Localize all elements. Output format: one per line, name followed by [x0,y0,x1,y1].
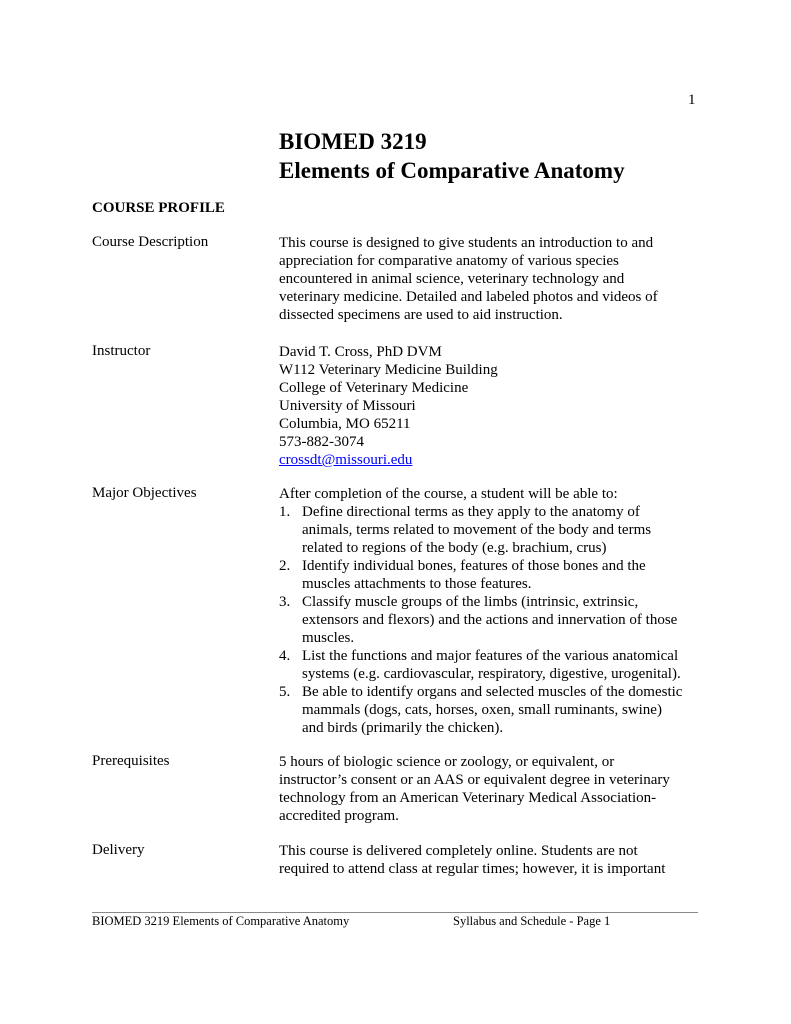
address-line: Columbia, MO 65211 [279,416,411,432]
email-link[interactable]: crossdt@missouri.edu [279,452,413,468]
text-line: muscles. [302,630,355,646]
item-number: 2. [279,558,291,574]
text-line: veterinary medicine. Detailed and labeled photos and videos of [279,289,658,305]
text-line: Be able to identify organs and selected muscles of the domestic [302,684,683,700]
delivery-label: Delivery [92,842,145,858]
text-line: instructor’s consent or an AAS or equivalent degree in veterinary [279,772,670,788]
text-line: Classify muscle groups of the limbs (intrinsic, extrinsic, [302,594,639,610]
text-line: animals, terms related to movement of the body and terms [302,522,652,538]
footer-right: Syllabus and Schedule - Page 1 [453,914,611,928]
text-line: 5 hours of biologic science or zoology, or equivalent, or [279,754,615,770]
list-item [279,557,682,593]
address-line: College of Veterinary Medicine [279,380,469,396]
item-number: 1. [279,504,291,520]
footer-divider [92,912,698,913]
text-line: related to regions of the body (e.g. brachium, crus) [302,540,607,556]
instructor-label: Instructor [92,343,151,359]
text-line: extensors and flexors) and the actions and innervation of those [302,612,678,628]
item-number: 3. [279,594,291,610]
text-line: dissected specimens are used to aid instruction. [279,307,563,323]
objectives-intro: After completion of the course, a student will be able to: [279,486,618,502]
instructor-name: David T. Cross, PhD DVM [279,344,442,360]
list-item [279,593,682,647]
section-heading: COURSE PROFILE [92,200,225,216]
title-line-2: Elements of Comparative Anatomy [279,158,625,183]
title-line-1: BIOMED 3219 [279,129,427,154]
item-number: 4. [279,648,291,664]
text-line: encountered in animal science, veterinary technology and [279,271,625,287]
text-line: This course is designed to give students an introduction to and [279,235,654,251]
course-description-text [279,234,658,324]
objectives-list [279,485,682,737]
text-line: required to attend class at regular times; however, it is important [279,861,666,877]
instructor-info [279,343,498,469]
text-line: List the functions and major features of the various anatomical [302,648,679,664]
text-line: mammals (dogs, cats, horses, oxen, small ruminants, swine) [302,702,662,718]
text-line: muscles attachments to those features. [302,576,532,592]
footer-left: BIOMED 3219 Elements of Comparative Anatomy [92,914,350,928]
text-line: appreciation for comparative anatomy of various species [279,253,619,269]
address-line: W112 Veterinary Medicine Building [279,362,498,378]
list-item [279,503,682,557]
prerequisites-text [279,753,670,825]
prerequisites-label: Prerequisites [92,753,170,769]
list-item [279,683,682,737]
delivery-text [279,842,665,878]
course-description-label: Course Description [92,234,209,250]
address-line: University of Missouri [279,398,416,414]
list-item [279,647,682,683]
text-line: accredited program. [279,808,399,824]
text-line: Identify individual bones, features of those bones and the [302,558,646,574]
text-line: systems (e.g. cardiovascular, respiratory, digestive, urogenital). [302,666,681,682]
phone: 573-882-3074 [279,434,364,450]
text-line: Define directional terms as they apply to the anatomy of [302,504,640,520]
objectives-label: Major Objectives [92,485,197,501]
text-line: This course is delivered completely online. Students are not [279,843,638,859]
page-number: 1 [688,92,696,108]
text-line: technology from an American Veterinary Medical Association- [279,790,657,806]
item-number: 5. [279,684,291,700]
text-line: and birds (primarily the chicken). [302,720,504,736]
